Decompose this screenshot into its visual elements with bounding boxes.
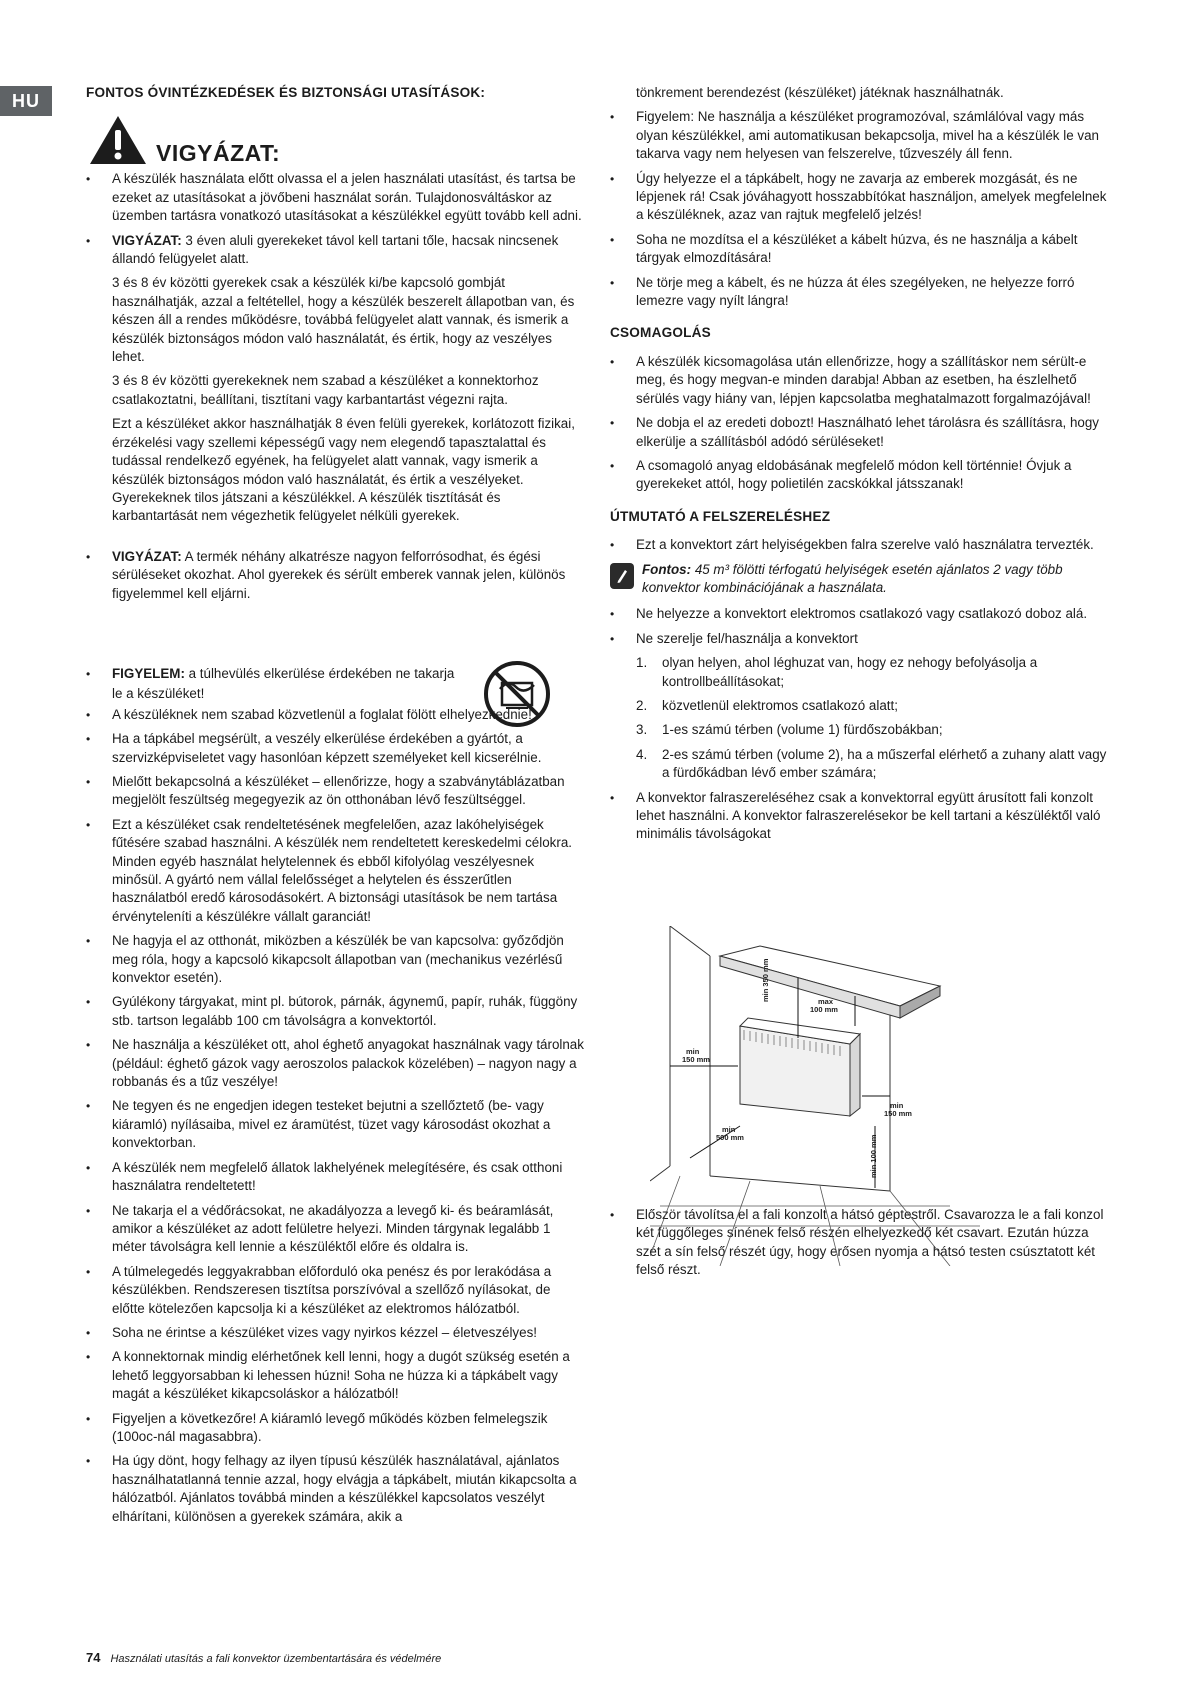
min-left-label: min	[686, 1047, 700, 1056]
list-item: • Figyeljen a következőre! A kiáramló levegő működés közben felmelegszik (100oc-nál magasabbra).	[86, 1410, 584, 1447]
safety-list	[86, 170, 584, 268]
list-item: • FIGYELEM: a túlhevülés elkerülése érdekében ne takarja	[86, 665, 584, 683]
list-item: • A konnektornak mindig elérhetőnek kell lenni, hogy a dugót szükség esetén a lehető leggyorsabban ki lehessen húzni! Soha ne húzza ki a tápkábelt vagy magát a készüléket kikapcsoláskor a hálózatból!	[86, 1348, 584, 1403]
list-item: • Ha a tápkábel megsérült, a veszély elkerülése érdekében a gyártót, a szervizképviseletet vagy hasonlóan képzett személyeket kell kicserélnie.	[86, 730, 584, 767]
list-item: • A konvektor falraszereléséhez csak a konvektorral együtt árusított fali konzolt lehet használni. A konvektor falraszerelésekor be kell tartani a készüléktől való minimális távolságokat	[610, 789, 1110, 844]
note-text: 45 m³ fölötti térfogatú helyiségek esetén ajánlatos 2 vagy több konvektor kombinációjának a használata.	[642, 561, 1063, 595]
list-item: • VIGYÁZAT: 3 éven aluli gyerekeket távol kell tartani tőle, hacsak nincsenek állandó felügyelet alatt.	[86, 232, 584, 269]
list-item: • Ne tegyen és ne engedjen idegen testeket bejutni a szellőztető (be- vagy kiáramló) nyílásaiba, mivel ez áramütést, tüzet vagy károsodást okozhat a konvektorban.	[86, 1097, 584, 1152]
do-not-cover-icon	[482, 659, 552, 729]
list-item: • Ne dobja el az eredeti dobozt! Használható lehet tárolásra és szállításra, hogy elkerülje a szállításból adódó sérüléseket!	[610, 414, 1110, 451]
list-item: • Soha ne mozdítsa el a készüléket a kábelt húzva, és ne használja a kábelt tárgyak elmozdítására!	[610, 231, 1110, 268]
min-floor-value: 500 mm	[716, 1133, 744, 1142]
note-label: Fontos:	[642, 561, 692, 577]
list-item: • Figyelem: Ne használja a készüléket programozóval, számlálóval vagy más olyan készülékkel, ami automatikusan bekapcsolja, mivel ha a készülék le van takarva vagy nem helyesen van felszerelve, tűzveszély áll fenn.	[610, 108, 1110, 163]
installation-heading: ÚTMUTATÓ A FELSZERELÉSHEZ	[610, 508, 831, 524]
list-item: • Ne használja a készüléket ott, ahol éghető anyagokat használnak vagy tárolnak (például: éghető gázok vagy aeroszolos palackok közelében) – nagyon nagy a robbanás és a tűz veszélye!	[86, 1036, 584, 1091]
list-item: • Ne törje meg a kábelt, és ne húzza át éles szegélyeken, ne helyezze forró lemezre vagy nyílt lángra!	[610, 274, 1110, 311]
paragraph: le a készüléket!	[112, 686, 205, 702]
installation-list	[610, 605, 1110, 648]
footer-text: Használati utasítás a fali konvektor üzembentartására és védelmére	[110, 1653, 442, 1665]
list-item: • Gyúlékony tárgyakat, mint pl. bútorok, párnák, ágynemű, papír, ruhák, függöny stb. tartson legalább 100 cm távolságra a konvektortól.	[86, 993, 584, 1030]
min-top-label: min 350 mm	[761, 958, 770, 1002]
min-left-value: 150 mm	[682, 1055, 710, 1064]
warning-triangle-icon	[88, 114, 148, 166]
installation-list	[610, 536, 1110, 554]
safety-list	[610, 108, 1110, 310]
list-item: • Ne takarja el a védőrácsokat, ne akadályozza a levegő ki- és beáramlását, amikor a készüléket az adott felületre helyezi. Minden tárgynak legalább 1 méter távolságra kell lennie a készüléktől előre és oldalra is.	[86, 1202, 584, 1257]
list-item: • Mielőtt bekapcsolná a készüléket – ellenőrizze, hogy a szabványtáblázatban megjelölt feszültség megegyezik az ön otthonában lévő feszültséggel.	[86, 773, 584, 810]
max-top-label: max	[818, 997, 834, 1006]
min-bottom-label: min 100 mm	[869, 1134, 878, 1178]
max-top-value: 100 mm	[810, 1005, 838, 1014]
list-item: • Először távolítsa el a fali konzolt a hátsó géptestről. Csavarozza le a fali konzol két függőleges sínének felső részén elhelyezkedő két csavart. Ezután húzza szét a sín felső részét úgy, hogy erősen nyomja a hátsó testen csúsztatott két felső részt.	[610, 1206, 1110, 1280]
list-item: • A készülék nem megfelelő állatok lakhelyének melegítésére, és csak otthoni használatra rendeltetett!	[86, 1159, 584, 1196]
list-item: • Ezt a konvektort zárt helyiségekben falra szerelve való használatra tervezték.	[610, 536, 1110, 554]
paragraph: tönkrement berendezést (készüléket) játéknak használhatnák.	[636, 85, 1004, 100]
page-number: 74	[86, 1650, 101, 1665]
list-item: • A készülék használata előtt olvassa el a jelen használati utasítást, és tartsa be ezeket az utasításokat a jövőbeni használat során. Tulajdonosváltáskor az üzemben tartásra vonatkozó utasításokat a készülékkel együtt tovább kell adni.	[86, 170, 584, 225]
note	[610, 561, 1110, 598]
min-floor-label: min	[722, 1125, 736, 1134]
packaging-list	[610, 353, 1110, 494]
list-item: • Úgy helyezze el a tápkábelt, hogy ne zavarja az emberek mozgását, és ne lépjenek rá! Csak jóváhagyott hosszabbítókat használjon, amelyek megfelelnek a készüléknek, azaz van rajtuk megfelelő jelzés!	[610, 170, 1110, 225]
list-item: • Ha úgy dönt, hogy felhagy az ilyen típusú készülék használatával, ajánlatos használhatatlanná tennie azzal, hogy elvágja a tápkábelt, miután kikapcsolta a hálózatból. Ajánlatos továbbá minden a készülékkel kapcsolatos veszélyt elhárítani, különösen a gyerekek számára, akik a	[86, 1452, 584, 1526]
safety-list	[86, 706, 584, 1526]
left-column	[86, 84, 584, 1532]
page-footer	[86, 1650, 441, 1665]
list-item: • Ne helyezze a konvektort elektromos csatlakozó vagy csatlakozó doboz alá.	[610, 605, 1110, 623]
numbered-item: 1. olyan helyen, ahol léghuzat van, hogy ez nehogy befolyásolja a kontrollbeállításokat;	[636, 655, 1038, 689]
numbered-item: 4. 2-es számú térben (volume 2), ha a műszerfal elérhető a zuhany alatt vagy a fürdőkádban lévő ember számára;	[636, 746, 1107, 781]
numbered-item: 3. 1-es számú térben (volume 1) fürdőszobákban;	[636, 722, 943, 738]
safety-heading: FONTOS ÓVINTÉZKEDÉSEK ÉS BIZTONSÁGI UTASÍTÁSOK:	[86, 85, 486, 100]
paragraph: Ezt a készüléket akkor használhatják 8 éven felüli gyerekek, korlátozott fizikai, érzékelési vagy szellemi képességű vagy nem elegendő tapasztalattal és tudással rendelkező egyének, ha felügyelet alatt vannak, vagy ismerik a készülék biztonságos módon való használatát, és értik a veszélyeket. Gyerekeknek tilos játszani a készülékkel. A készülék tisztítását és karbantartását nem végezhetik felügyelet nélküli gyerekek.	[112, 416, 575, 524]
list-item: • VIGYÁZAT: A termék néhány alkatrésze nagyon felforrósodhat, és égési sérüléseket okozhat. Ahol gyerekek és sérült emberek vannak jelen, különös figyelemmel kell eljárni.	[86, 548, 584, 603]
list-item: • A túlmelegedés leggyakrabban előforduló oka penész és por lerakódása a készülékben. Rendszeresen tisztítsa porszívóval a szellőző nyílásokat, de előtte kötelezően kapcsolja ki a készüléket az elektromos hálózatból.	[86, 1263, 584, 1318]
packaging-heading: CSOMAGOLÁS	[610, 325, 711, 341]
warning-header	[86, 114, 584, 166]
list-item: • Ne szerelje fel/használja a konvektort	[610, 630, 1110, 648]
list-item: • Ezt a készüléket csak rendeltetésének megfelelően, azaz lakóhelyiségek fűtésére szabad használni. A készülék nem rendeltetett kereskedelmi célokra. Minden egyéb használat helytelennek és ebből kifolyólag veszélyesnek minősül. A gyártó nem vállal felelősséget a helytelen és ésszerűtlen használatból eredő károsodásokért. A biztonsági utasítások be nem tartása érvényteleníti a készülékre vállalt garanciát!	[86, 816, 584, 926]
list-item: • A készüléknek nem szabad közvetlenül a foglalat fölött elhelyezkednie!	[86, 706, 584, 724]
installation-list	[610, 789, 1110, 844]
installation-clearance-diagram	[650, 926, 980, 1266]
paragraph: 3 és 8 év közötti gyerekeknek nem szabad a készüléket a konnektorhoz csatlakoztatni, beállítani, tisztítani vagy karbantartást végezni rajta.	[112, 373, 539, 407]
list-item: • A csomagoló anyag eldobásának megfelelő módon kell történnie! Óvjuk a gyerekeket attól, hogy polietilén zacskókkal játsszanak!	[610, 457, 1110, 494]
list-item: • Ne hagyja el az otthonát, miközben a készülék be van kapcsolva: győződjön meg róla, hogy a kapcsoló kikapcsolt állapotban van (mechanikus vezérlésű konvektor esetén).	[86, 932, 584, 987]
pencil-note-icon	[610, 563, 634, 589]
warning-title: VIGYÁZAT:	[156, 140, 281, 167]
list-item: • Soha ne érintse a készüléket vizes vagy nyirkos kézzel – életveszélyes!	[86, 1324, 584, 1342]
paragraph: 3 és 8 év közötti gyerekek csak a készülék ki/be kapcsoló gombját használhatják, azzal a feltétellel, hogy a készülék beszerelt állapotban van, és készen áll a rendes működésre, továbbá felügyelet alatt vannak, és ismerik a készülék biztonságos módon való használatát, és értik, hogy az veszélyes lehet.	[112, 275, 575, 365]
min-right-label: min	[890, 1101, 904, 1110]
list-item: • A készülék kicsomagolása után ellenőrizze, hogy a szállításkor nem sérült-e meg, és hogy megvan-e minden darabja! Abban az esetben, ha észlelhető sérülés vagy hiány van, lépjen kapcsolatba meghatalmazott forgalmazójával!	[610, 353, 1110, 408]
language-tab: HU	[0, 86, 52, 116]
numbered-item: 2. közvetlenül elektromos csatlakozó alatt;	[636, 697, 898, 713]
safety-list	[86, 548, 584, 603]
min-right-value: 150 mm	[884, 1109, 912, 1118]
